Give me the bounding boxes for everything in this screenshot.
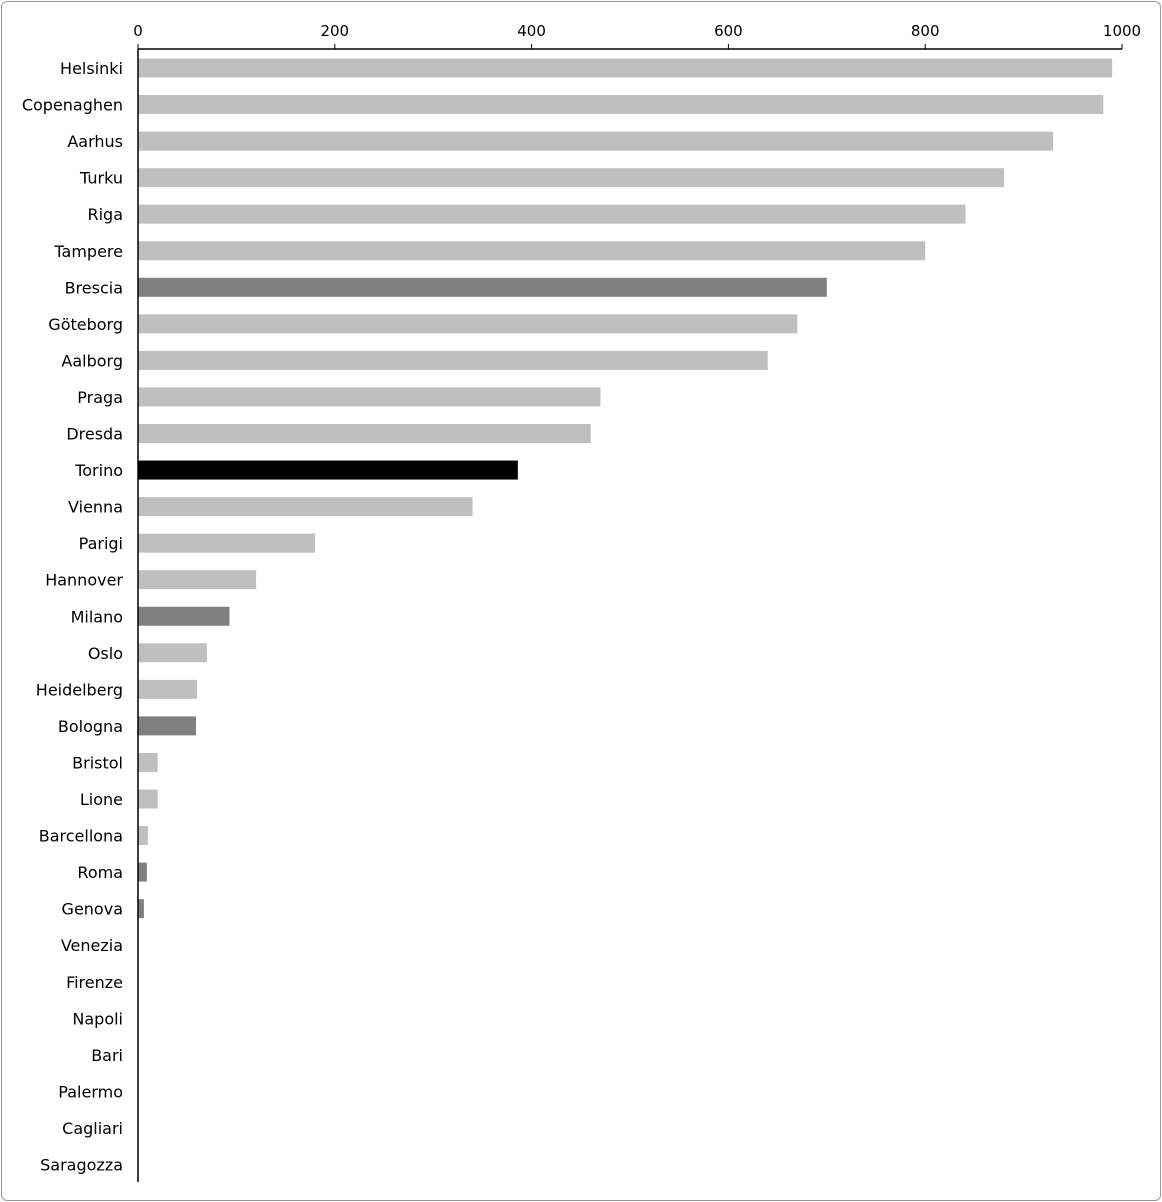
category-label: Lione bbox=[79, 790, 123, 809]
category-label: Bristol bbox=[72, 753, 123, 773]
category-label: Torino bbox=[75, 461, 123, 481]
bar-genova bbox=[138, 899, 144, 918]
category-label: Barcellona bbox=[38, 826, 123, 846]
category-label: Göteborg bbox=[48, 314, 123, 334]
bars-layer bbox=[138, 59, 1112, 919]
bar-roma bbox=[138, 863, 147, 882]
category-label: Venezia bbox=[60, 936, 123, 956]
bar-riga bbox=[138, 205, 966, 224]
category-label: Helsinki bbox=[60, 59, 123, 78]
category-label: Saragozza bbox=[40, 1155, 123, 1175]
bar-copenaghen bbox=[138, 95, 1103, 114]
category-label: Hannover bbox=[45, 570, 123, 590]
bar-brescia bbox=[138, 278, 827, 297]
category-label: Napoli bbox=[72, 1009, 123, 1029]
bar-oslo bbox=[138, 643, 207, 662]
category-label: Firenze bbox=[66, 972, 123, 992]
x-tick-label: 0 bbox=[133, 22, 143, 40]
category-label: Parigi bbox=[78, 534, 123, 554]
category-label: Tampere bbox=[54, 241, 123, 261]
category-label: Aalborg bbox=[61, 351, 123, 371]
bar-heidelberg bbox=[138, 680, 197, 699]
category-label: Praga bbox=[77, 387, 123, 407]
bar-hannover bbox=[138, 570, 256, 589]
bar-vienna bbox=[138, 497, 473, 516]
bar-helsinki bbox=[138, 59, 1112, 78]
category-label: Oslo bbox=[87, 643, 123, 663]
bar-aalborg bbox=[138, 351, 768, 370]
category-label: Riga bbox=[87, 205, 123, 225]
bar-milano bbox=[138, 607, 230, 626]
bar-aarhus bbox=[138, 132, 1053, 151]
bar-barcellona bbox=[138, 826, 148, 845]
x-tick-label: 200 bbox=[320, 22, 350, 40]
category-label: Milano bbox=[70, 607, 123, 627]
category-labels bbox=[22, 59, 124, 1175]
category-label: Bologna bbox=[57, 716, 123, 736]
category-label: Copenaghen bbox=[21, 95, 123, 115]
category-label: Heidelberg bbox=[35, 680, 123, 700]
bar-turku bbox=[138, 168, 1004, 187]
x-tick-label: 800 bbox=[910, 22, 940, 40]
category-label: Vienna bbox=[68, 497, 123, 517]
category-label: Brescia bbox=[64, 278, 123, 298]
bar-lione bbox=[138, 790, 158, 809]
bar-parigi bbox=[138, 534, 315, 553]
bar-göteborg bbox=[138, 314, 797, 333]
bar-praga bbox=[138, 387, 600, 406]
x-tick-label: 1000 bbox=[1102, 22, 1142, 40]
category-label: Genova bbox=[61, 899, 123, 919]
bar-bristol bbox=[138, 753, 158, 772]
category-label: Turku bbox=[80, 168, 123, 188]
category-label: Dresda bbox=[66, 424, 123, 444]
category-label: Palermo bbox=[58, 1082, 123, 1102]
x-tick-label: 400 bbox=[517, 22, 546, 40]
bar-tampere bbox=[138, 241, 925, 260]
category-label: Bari bbox=[91, 1045, 123, 1065]
category-label: Cagliari bbox=[62, 1118, 123, 1138]
x-axis bbox=[133, 22, 1141, 1182]
x-tick-label: 600 bbox=[714, 22, 743, 40]
bar-dresda bbox=[138, 424, 591, 443]
bar-bologna bbox=[138, 716, 196, 735]
category-label: Aarhus bbox=[67, 132, 123, 152]
bar-torino bbox=[138, 461, 518, 480]
category-label: Roma bbox=[77, 863, 123, 883]
